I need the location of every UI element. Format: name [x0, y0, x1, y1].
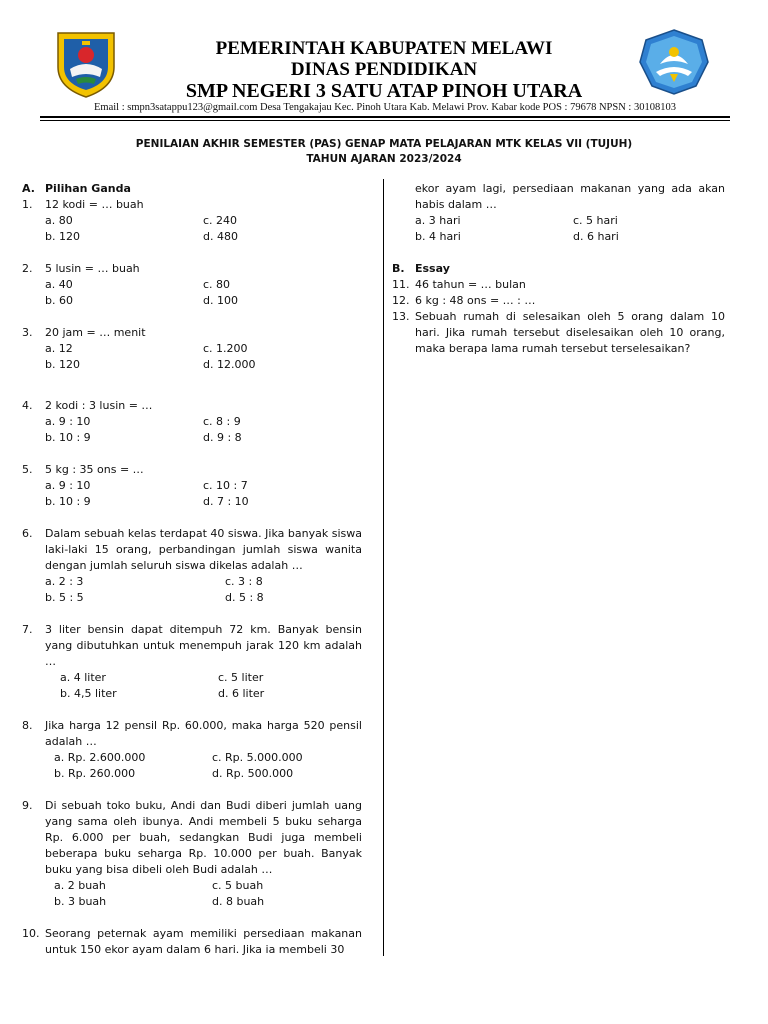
option-c: c. 8 : 9	[203, 415, 241, 428]
question-8-options	[22, 750, 362, 782]
option-c: c. 80	[203, 278, 231, 291]
option-d: d. 7 : 10	[203, 495, 249, 508]
option-d: d. 8 buah	[212, 895, 265, 908]
question-6: 6. Dalam sebuah kelas terdapat 40 siswa. Jika banyak siswa laki-laki 15 orang, perbandingan jumlah siswa wanita dengan jumlah seluruh siswa dikelas adalah …	[22, 527, 362, 572]
header-rule-thin	[40, 120, 730, 121]
question-6-options	[22, 574, 362, 606]
question-5: 5. 5 kg : 35 ons = …	[22, 463, 144, 476]
question-4: 4. 2 kodi : 3 lusin = …	[22, 399, 153, 412]
question-8: 8. Jika harga 12 pensil Rp. 60.000, maka harga 520 pensil adalah …	[22, 719, 362, 748]
exam-academic-year: TAHUN AJARAN 2023/2024	[306, 153, 462, 165]
option-b: b. 4,5 liter	[60, 687, 117, 700]
option-c: c. 240	[203, 214, 238, 227]
header-school-name: SMP NEGERI 3 SATU ATAP PINOH UTARA	[185, 80, 583, 102]
question-11: 11. 46 tahun = … bulan	[392, 278, 526, 291]
question-10-options	[392, 213, 725, 245]
option-a: a. 3 hari	[415, 214, 461, 227]
header-department-name: DINAS PENDIDIKAN	[290, 59, 478, 80]
option-d: d. 5 : 8	[225, 591, 264, 604]
right-column	[392, 181, 725, 357]
option-c: c. 1.200	[203, 342, 248, 355]
question-3-options	[22, 341, 362, 373]
option-b: b. 3 buah	[54, 895, 107, 908]
column-divider	[383, 179, 384, 956]
option-b: b. 60	[45, 294, 73, 307]
option-c: c. 5 buah	[212, 879, 264, 892]
question-5-options	[22, 478, 362, 510]
question-2-options	[22, 277, 362, 309]
header-rule-thick	[40, 116, 730, 118]
header-contact-info: Email : smpn3satappu123@gmail.com Desa Tengakajau Kec. Pinoh Utara Kab. Melawi Prov. Kabar kode POS : 79678 NPSN : 30108103	[94, 102, 676, 113]
option-c: c. 5 liter	[218, 671, 264, 684]
question-12: 12. 6 kg : 48 ons = … : …	[392, 294, 536, 307]
option-b: b. 4 hari	[415, 230, 461, 243]
question-13: 13. Sebuah rumah di selesaikan oleh 5 orang dalam 10 hari. Jika rumah tersebut diselesaikan oleh 10 orang, maka berapa lama rumah tersebut terselesaikan?	[392, 310, 725, 355]
header-government-name: PEMERINTAH KABUPATEN MELAWI	[215, 38, 553, 59]
option-d: d. 6 hari	[573, 230, 619, 243]
option-b: b. Rp. 260.000	[54, 767, 136, 780]
option-d: d. 480	[203, 230, 238, 243]
option-d: d. 100	[203, 294, 238, 307]
option-b: b. 120	[45, 358, 80, 371]
exam-title: PENILAIAN AKHIR SEMESTER (PAS) GENAP MATA PELAJARAN MTK KELAS VII (TUJUH)	[135, 138, 633, 150]
question-7: 7. 3 liter bensin dapat ditempuh 72 km. Banyak bensin yang dibutuhkan untuk menempuh jarak 120 km adalah …	[22, 623, 362, 668]
option-a: a. 2 : 3	[45, 575, 84, 588]
option-a: a. 9 : 10	[45, 415, 91, 428]
question-2: 2. 5 lusin = … buah	[22, 262, 140, 275]
option-d: d. 12.000	[203, 358, 256, 371]
option-c: c. 10 : 7	[203, 479, 248, 492]
option-a: a. 9 : 10	[45, 479, 91, 492]
question-1: 1. 12 kodi = … buah	[22, 198, 144, 211]
section-a-heading: A. Pilihan Ganda	[22, 182, 131, 195]
option-c: c. Rp. 5.000.000	[212, 751, 303, 764]
option-b: b. 10 : 9	[45, 431, 91, 444]
question-9: 9. Di sebuah toko buku, Andi dan Budi diberi jumlah uang yang sama oleh ibunya. Andi membeli 5 buku seharga Rp. 6.000 per buah, sedangkan Budi juga membeli beberapa buku seharga Rp. 10.000 per buah. Banyak buku yang bisa dibeli oleh Budi adalah …	[22, 799, 362, 876]
question-10: 10. Seorang peternak ayam memiliki persediaan makanan untuk 150 ekor ayam dalam 6 hari. Jika ia membeli 30	[22, 927, 362, 956]
option-d: d. 9 : 8	[203, 431, 242, 444]
question-9-options	[22, 878, 362, 910]
option-a: a. 40	[45, 278, 73, 291]
option-d: d. Rp. 500.000	[212, 767, 294, 780]
option-c: c. 5 hari	[573, 214, 618, 227]
option-c: c. 3 : 8	[225, 575, 263, 588]
option-b: b. 120	[45, 230, 80, 243]
question-1-options	[22, 213, 362, 245]
option-b: b. 10 : 9	[45, 495, 91, 508]
option-a: a. Rp. 2.600.000	[54, 751, 146, 764]
question-3: 3. 20 jam = … menit	[22, 326, 146, 339]
option-a: a. 12	[45, 342, 73, 355]
option-a: a. 80	[45, 214, 73, 227]
tut-wuri-handayani-emblem-icon	[636, 28, 712, 96]
option-a: a. 2 buah	[54, 879, 106, 892]
left-column	[22, 181, 362, 958]
question-10-continued: ekor ayam lagi, persediaan makanan yang ada akan habis dalam …	[415, 182, 725, 211]
option-a: a. 4 liter	[60, 671, 106, 684]
question-4-options	[22, 414, 362, 446]
section-b-heading: B. Essay	[392, 262, 450, 275]
melawi-regency-emblem-icon	[54, 29, 118, 99]
option-b: b. 5 : 5	[45, 591, 84, 604]
option-d: d. 6 liter	[218, 687, 265, 700]
question-7-options	[22, 670, 362, 702]
